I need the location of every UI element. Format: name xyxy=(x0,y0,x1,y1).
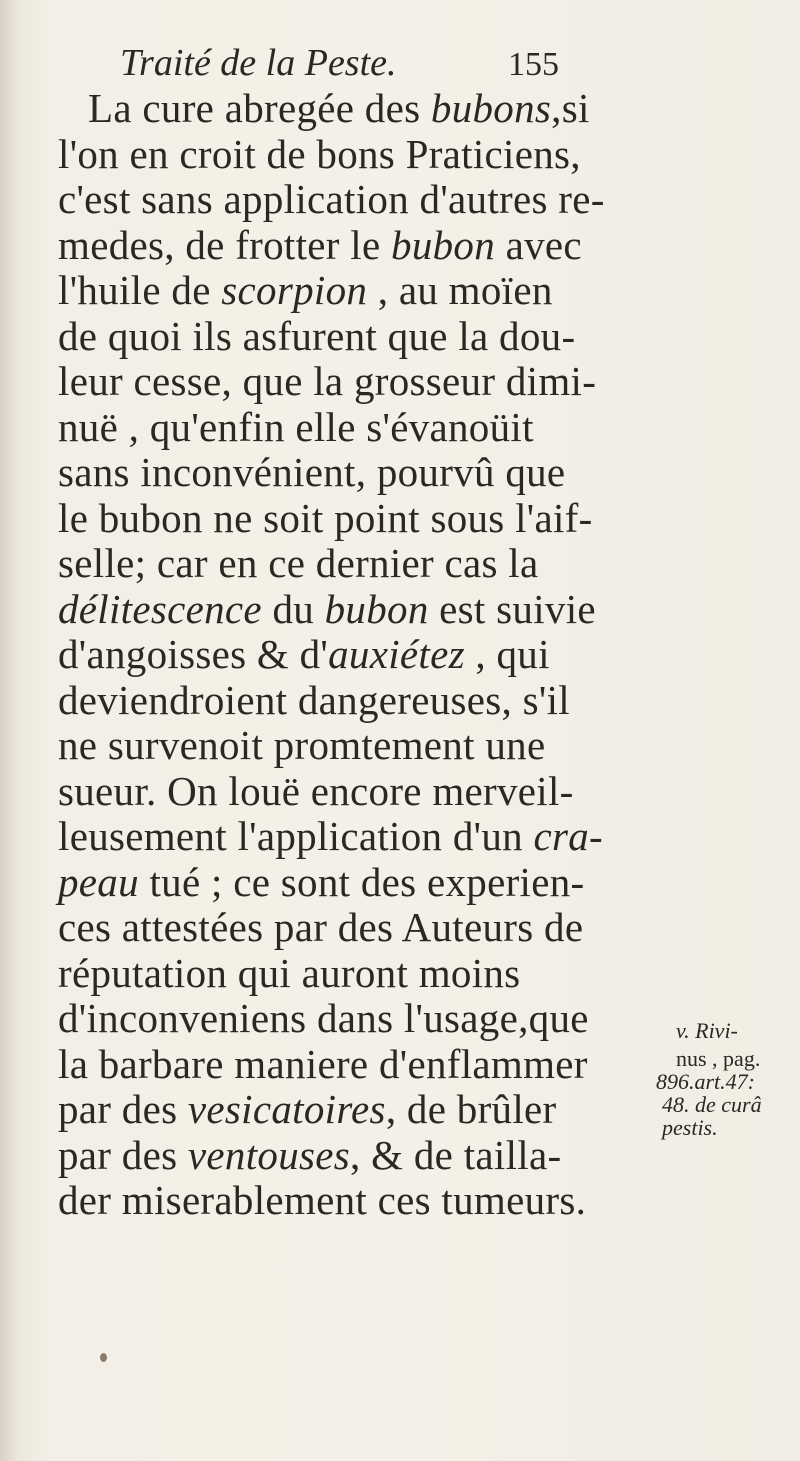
text-line: d'angoisses & d'auxiétez , qui xyxy=(58,631,550,677)
text-line: leusement l'application d'un cra- xyxy=(58,813,604,859)
text-line: l'huile de scorpion , au moïen xyxy=(58,267,553,313)
text-line: nuë , qu'enfin elle s'évanoüit xyxy=(58,403,534,450)
text-line: peau tué ; ce sont des experien- xyxy=(58,858,585,905)
margin-note-line: nus , pag. xyxy=(676,1046,761,1071)
text-line: délitescence du bubon est suivie xyxy=(58,585,596,632)
text-line: c'est sans application d'autres re- xyxy=(58,176,605,222)
ink-spot xyxy=(100,1353,107,1362)
margin-note-line: v. Rivi- xyxy=(676,1018,738,1043)
text-line: selle; car en ce dernier cas la xyxy=(58,540,539,586)
text-line: leur cesse, que la grosseur dimi- xyxy=(58,358,597,404)
text-line: der miserablement ces tumeurs. xyxy=(58,1177,587,1223)
text-line: d'inconveniens dans l'usage,que xyxy=(58,995,589,1041)
text-line: ne survenoit promtement une xyxy=(58,722,546,768)
text-line: deviendroient dangereuses, s'il xyxy=(58,676,570,723)
margin-note-line: pestis. xyxy=(662,1115,718,1140)
body-text xyxy=(58,86,658,1224)
margin-note-line: 48. de curâ xyxy=(662,1092,762,1117)
text-line: sueur. On louë encore merveil- xyxy=(58,767,574,814)
page-number: 155 xyxy=(508,46,559,83)
text-line: de quoi ils asfurent que la dou- xyxy=(58,312,576,359)
margin-note-line: 896.art.47: xyxy=(656,1069,755,1094)
page-gutter-shadow xyxy=(0,0,18,1461)
text-line: medes, de frotter le bubon avec xyxy=(58,221,582,268)
text-line: par des ventouses, & de tailla- xyxy=(58,1131,562,1178)
text-line: ces attestées par des Auteurs de xyxy=(58,904,584,950)
text-line: réputation qui auront moins xyxy=(58,949,521,996)
running-title: Traité de la Peste. xyxy=(120,42,397,84)
text-line: La cure abregée des bubons,si xyxy=(88,85,590,131)
text-line: par des vesicatoires, de brûler xyxy=(58,1086,557,1132)
running-header xyxy=(120,38,640,88)
text-line: la barbare maniere d'enflammer xyxy=(58,1040,588,1087)
text-line: sans inconvénient, pourvû que xyxy=(58,449,566,495)
text-line: l'on en croit de bons Praticiens, xyxy=(58,130,581,177)
marginal-citation xyxy=(656,1018,800,1140)
text-line: le bubon ne soit point sous l'aif- xyxy=(58,494,593,541)
